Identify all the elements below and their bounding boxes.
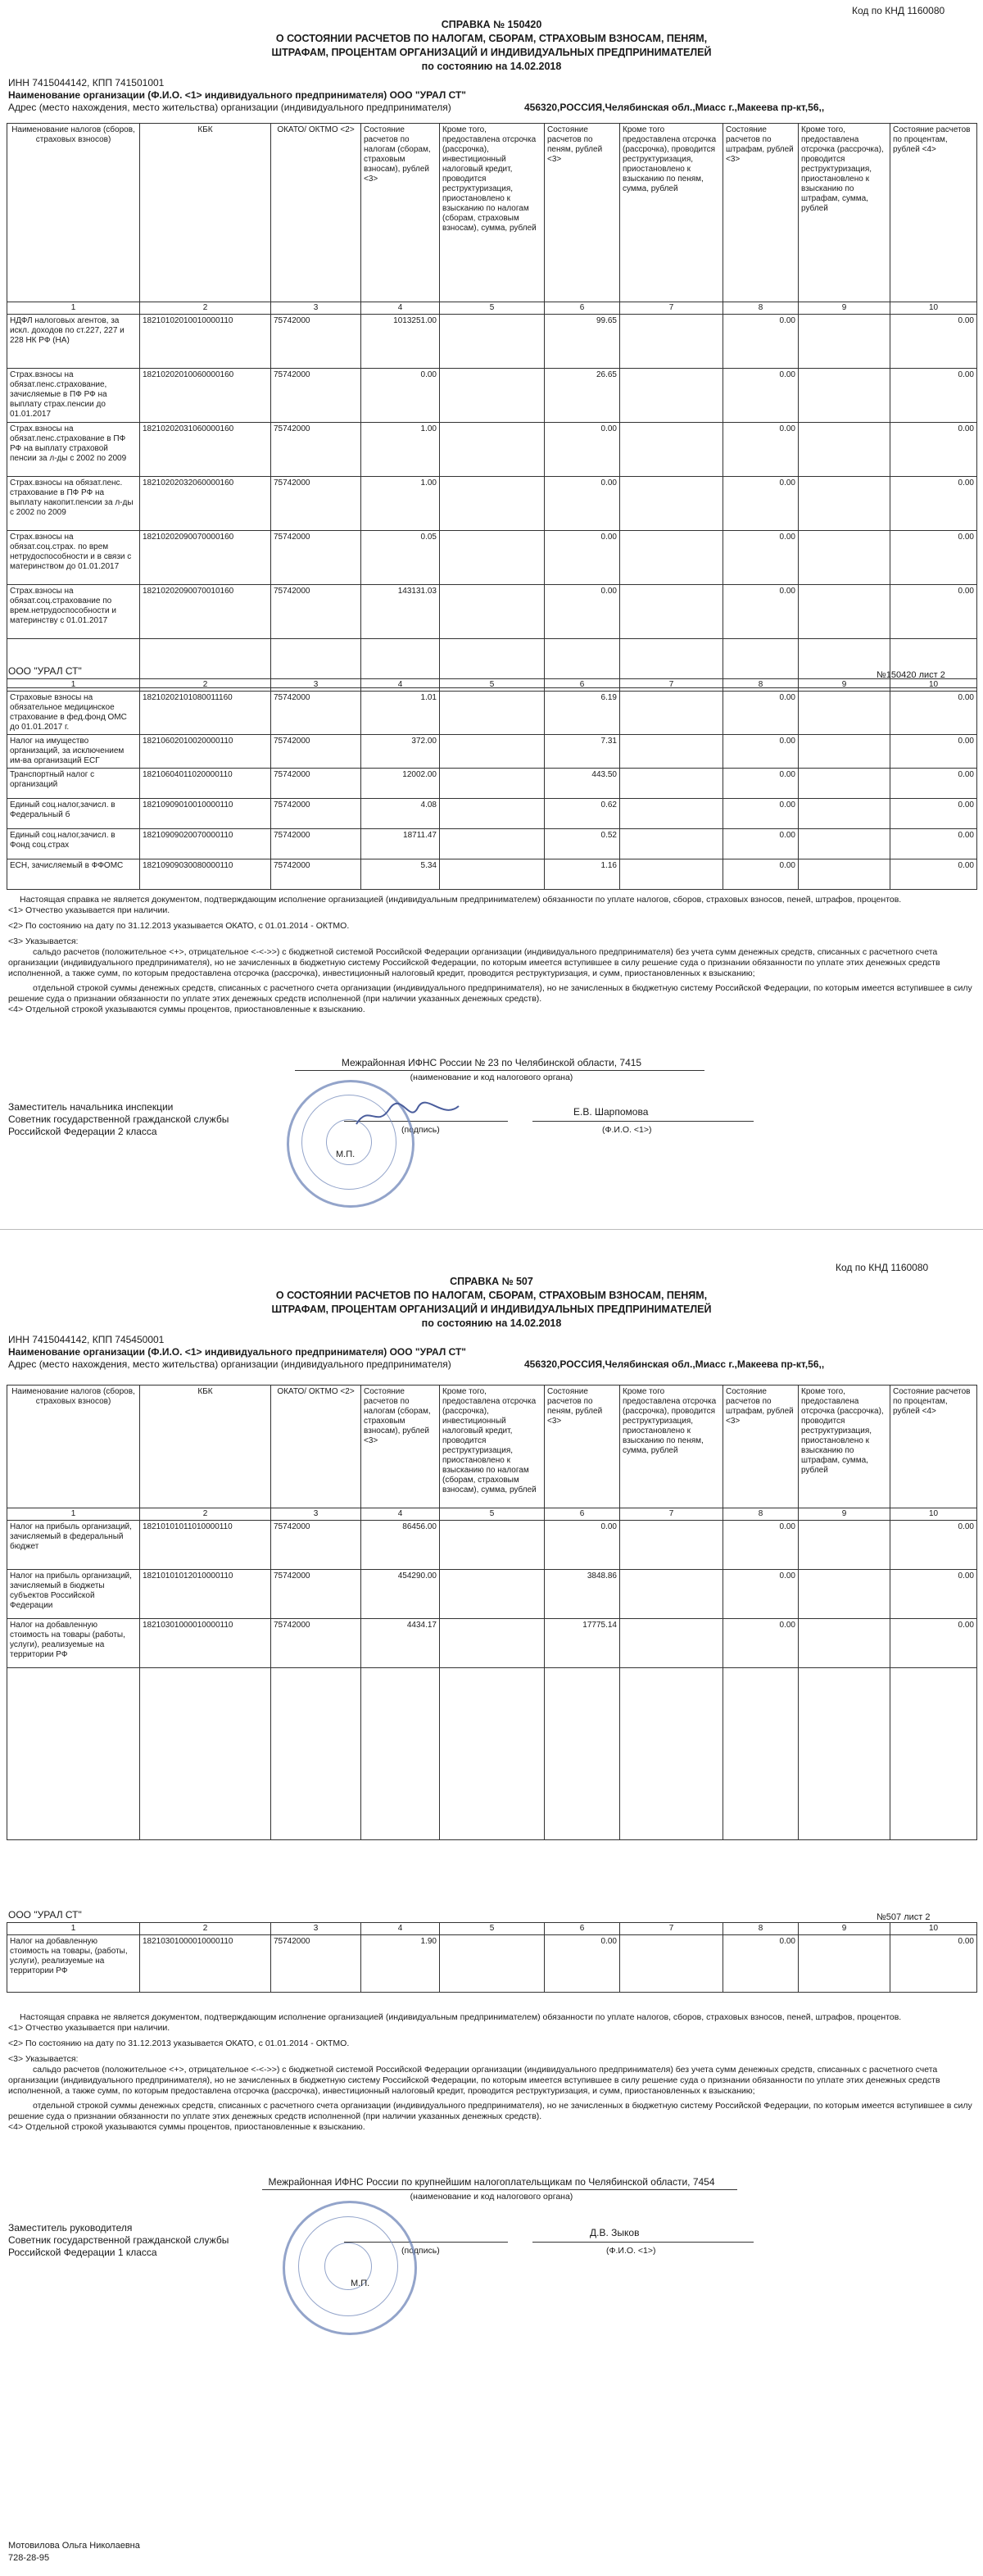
doc1-title: СПРАВКА № 150420 О СОСТОЯНИИ РАСЧЕТОВ ПО НАЛОГАМ, СБОРАМ, СТРАХОВЫМ ВЗНОСАМ, ПЕНЯМ, ШТРАФАМ, ПРОЦЕНТАМ ОРГАНИЗАЦИЙ И ИНДИВИДУАЛЬНЫХ ПРЕДПРИНИМАТЕЛЕЙ по состоянию на 14.02.2018 — [271, 19, 712, 72]
kbk-cell: 18210202032060000160 — [140, 477, 271, 531]
okato-cell: 75742000 — [271, 1521, 361, 1570]
col-header-okato: ОКАТО/ ОКТМО <2> — [271, 1386, 361, 1508]
tax-balance-cell: 1.01 — [361, 692, 440, 735]
penalty-balance-cell: 0.00 — [545, 1521, 620, 1570]
table-row — [7, 769, 977, 799]
table-body — [7, 1521, 977, 1668]
tax-name-cell: Налог на прибыль организаций, зачисляемый в бюджеты субъектов Российской Федерации — [7, 1570, 140, 1619]
penalty-balance-cell: 1.16 — [545, 859, 620, 890]
table-row — [7, 423, 977, 477]
penalty-deferred-cell — [620, 769, 723, 799]
inspection-name: Межрайонная ИФНС России № 23 по Челябинской области, 7415 — [341, 1057, 642, 1068]
interest-balance-cell: 0.00 — [890, 1521, 977, 1570]
settlements-table-2 — [7, 1385, 977, 1840]
tax-name-cell: Страх.взносы на обязат.соц.страхование по врем.нетрудоспособности и материнству с 01.01.2017 — [7, 585, 140, 639]
kbk-cell: 18210102010010000110 — [140, 315, 271, 369]
col-header-interest: Состояние расчетов по процентам, рублей <4> — [890, 124, 977, 302]
penalty-deferred-cell — [620, 829, 723, 859]
penalty-deferred-cell — [620, 369, 723, 423]
sheet2-number: №150420 лист 2 — [877, 670, 945, 680]
sign-caption-2: (подпись) — [401, 2246, 440, 2256]
table-row — [7, 477, 977, 531]
col-header-tax: Состояние расчетов по налогам (сборам, страховым взносам), рублей <3> — [361, 124, 440, 302]
fine-deferred-cell — [799, 1619, 890, 1668]
tax-deferred-cell — [440, 423, 545, 477]
okato-cell: 75742000 — [271, 1570, 361, 1619]
penalty-deferred-cell — [620, 1521, 723, 1570]
penalty-balance-cell: 443.50 — [545, 769, 620, 799]
table-body — [7, 1935, 977, 1993]
col-header-interest: Состояние расчетов по процентам, рублей <4> — [890, 1386, 977, 1508]
penalty-deferred-cell — [620, 859, 723, 890]
fine-deferred-cell — [799, 423, 890, 477]
tax-balance-cell: 4.08 — [361, 799, 440, 829]
col-header-penalty-deferred: Кроме того предоставлена отсрочка (рассрочка), проводится реструктуризация, приостановлено к взысканию по пеням, сумма, рублей — [620, 1386, 723, 1508]
tax-deferred-cell — [440, 315, 545, 369]
okato-cell: 75742000 — [271, 829, 361, 859]
okato-cell: 75742000 — [271, 315, 361, 369]
table-row — [7, 1521, 977, 1570]
tax-deferred-cell — [440, 477, 545, 531]
kbk-cell: 18210604011020000110 — [140, 769, 271, 799]
fine-balance-cell: 0.00 — [723, 769, 799, 799]
kbk-cell: 18210602010020000110 — [140, 735, 271, 769]
address-label-2: Адрес (место нахождения, место жительства) организации (индивидуального предпринимателя) — [8, 1358, 451, 1370]
penalty-balance-cell: 0.00 — [545, 1935, 620, 1993]
tax-deferred-cell — [440, 1935, 545, 1993]
tax-balance-cell: 86456.00 — [361, 1521, 440, 1570]
penalty-balance-cell: 0.00 — [545, 585, 620, 639]
settlements-table — [7, 123, 977, 688]
interest-balance-cell: 0.00 — [890, 477, 977, 531]
tax-balance-cell: 372.00 — [361, 735, 440, 769]
spacer-row — [7, 1668, 977, 1840]
fine-deferred-cell — [799, 315, 890, 369]
doc2-title: СПРАВКА № 507 О СОСТОЯНИИ РАСЧЕТОВ ПО НАЛОГАМ, СБОРАМ, СТРАХОВЫМ ВЗНОСАМ, ПЕНЯМ, ШТРАФАМ, ПРОЦЕНТАМ ОРГАНИЗАЦИЙ И ИНДИВИДУАЛЬНЫХ ПРЕДПРИНИМАТЕЛЕЙ по состоянию на 14.02.2018 — [271, 1276, 712, 1329]
tax-name-cell: Страх.взносы на обязат.пенс. страхование в ПФ РФ на выплату накопит.пенсии за л-ды с 2002 по 2009 — [7, 477, 140, 531]
interest-balance-cell: 0.00 — [890, 1570, 977, 1619]
table-body — [7, 692, 977, 890]
table-row — [7, 829, 977, 859]
interest-balance-cell: 0.00 — [890, 799, 977, 829]
knd-code-2: Код по КНД 1160080 — [836, 1262, 929, 1273]
fine-balance-cell: 0.00 — [723, 1935, 799, 1993]
tax-deferred-cell — [440, 799, 545, 829]
fine-deferred-cell — [799, 829, 890, 859]
col-header-tax-deferred: Кроме того, предоставлена отсрочка (рассрочка), инвестиционный налоговый кредит, проводится реструктуризация, приостановлено к взысканию по налогам (сборам, страховым взносам), сумма, рублей — [440, 1386, 545, 1508]
tax-deferred-cell — [440, 369, 545, 423]
kbk-cell: 18210202101080011160 — [140, 692, 271, 735]
column-numbers-row: 1 2 3 4 5 6 7 8 9 10 — [7, 1923, 977, 1935]
tax-name-cell: Единый соц.налог,зачисл. в Фонд соц.страх — [7, 829, 140, 859]
tax-name-cell: Налог на добавленную стоимость на товары, (работы, услуги), реализуемые на территории РФ — [7, 1935, 140, 1993]
sheet2-org: ООО "УРАЛ СТ" — [8, 665, 82, 677]
table-row — [7, 585, 977, 639]
fine-balance-cell: 0.00 — [723, 315, 799, 369]
tax-balance-cell: 454290.00 — [361, 1570, 440, 1619]
tax-balance-cell: 0.05 — [361, 531, 440, 585]
table-row — [7, 859, 977, 890]
fine-balance-cell: 0.00 — [723, 1570, 799, 1619]
tax-name-cell: ЕСН, зачисляемый в ФФОМС — [7, 859, 140, 890]
kbk-cell: 18210202090070010160 — [140, 585, 271, 639]
penalty-balance-cell: 7.31 — [545, 735, 620, 769]
col-header-tax-deferred: Кроме того, предоставлена отсрочка (рассрочка), инвестиционный налоговый кредит, проводится реструктуризация, приостановлено к взысканию по налогам (сборам, страховым взносам), сумма, рублей — [440, 124, 545, 302]
kbk-cell: 18210301000010000110 — [140, 1935, 271, 1993]
address-value: 456320,РОССИЯ,Челябинская обл.,Миасс г.,Макеева пр-кт,56,, — [524, 102, 825, 113]
tax-name-cell: Налог на имущество организаций, за исключением им-ва организаций ЕСГ — [7, 735, 140, 769]
fine-balance-cell: 0.00 — [723, 369, 799, 423]
penalty-balance-cell: 0.00 — [545, 423, 620, 477]
settlements-table-sheet2 — [7, 678, 977, 890]
col-header-tax: Состояние расчетов по налогам (сборам, страховым взносам), рублей <3> — [361, 1386, 440, 1508]
fine-balance-cell: 0.00 — [723, 585, 799, 639]
tax-deferred-cell — [440, 829, 545, 859]
penalty-deferred-cell — [620, 1570, 723, 1619]
penalty-deferred-cell — [620, 1619, 723, 1668]
fine-deferred-cell — [799, 735, 890, 769]
fine-balance-cell: 0.00 — [723, 1521, 799, 1570]
tax-balance-cell: 143131.03 — [361, 585, 440, 639]
penalty-deferred-cell — [620, 423, 723, 477]
fine-balance-cell: 0.00 — [723, 799, 799, 829]
inn-line: ИНН 7415044142, КПП 741501001 — [8, 77, 165, 88]
fine-deferred-cell — [799, 531, 890, 585]
okato-cell: 75742000 — [271, 531, 361, 585]
inspection-caption: (наименование и код налогового органа) — [410, 1073, 573, 1082]
table-row — [7, 1619, 977, 1668]
penalty-balance-cell: 99.65 — [545, 315, 620, 369]
table-row — [7, 799, 977, 829]
okato-cell: 75742000 — [271, 799, 361, 829]
fine-deferred-cell — [799, 585, 890, 639]
okato-cell: 75742000 — [271, 423, 361, 477]
penalty-balance-cell: 26.65 — [545, 369, 620, 423]
penalty-deferred-cell — [620, 585, 723, 639]
penalty-deferred-cell — [620, 477, 723, 531]
okato-cell: 75742000 — [271, 859, 361, 890]
col-header-kbk: КБК — [140, 1386, 271, 1508]
fine-deferred-cell — [799, 369, 890, 423]
col-header-name: Наименование налогов (сборов, страховых взносов) — [7, 1386, 140, 1508]
fine-deferred-cell — [799, 799, 890, 829]
kbk-cell: 18210301000010000110 — [140, 1619, 271, 1668]
penalty-balance-cell: 17775.14 — [545, 1619, 620, 1668]
tax-name-cell: Транспортный налог с организаций — [7, 769, 140, 799]
doc2-notes: Настоящая справка не является документом, подтверждающим исполнение организацией (индивидуальным предпринимателем) обязанности по уплате налогов, сборов, страховых взносов, пеней, штрафов, процентов. <1> Отчество указывается при наличии. <2> По состоянию на дату по 31.12.2013 указывается ОКАТО, с 01.01.2014 - ОКТМО. <3> Указывается: сальдо расчетов (положительное <+>, отрицательное <-<->>) с бюджетной системой Российской Федерации организации (индивидуального предпринимателя) без учета сумм денежных средств, списанных с расчетного счета организации (индивидуального предпринимателя), но не зачисленных в бюджетную систему Российской Федерации, по которым имеется вступившее в силу решение суда о признании обязанности по уплате этих денежных средств исполненной, а также сумм, по которым предоставлена отсрочка (рассрочка), инвестиционный налоговый кредит, проводится реструктуризация, и сумм, приостановленных к взысканию; отдельной строкой суммы денежных средств, списанных с расчетного счета организации (индивидуального предпринимателя), но не зачисленных в бюджетную систему Российской Федерации, по которым имеется вступившее в силу решение суда о признании обязанности по уплате этих денежных средств исполненной (при наличии указанных денежных средств). <4> Отдельной строкой указываются суммы процентов, приостановленные к взысканию. — [8, 2012, 972, 2132]
inn-line-2: ИНН 7415044142, КПП 745450001 — [8, 1334, 165, 1345]
col-header-penalty: Состояние расчетов по пеням, рублей <3> — [545, 1386, 620, 1508]
penalty-deferred-cell — [620, 735, 723, 769]
tax-deferred-cell — [440, 585, 545, 639]
interest-balance-cell: 0.00 — [890, 369, 977, 423]
tax-balance-cell: 1.00 — [361, 477, 440, 531]
tax-balance-cell: 1013251.00 — [361, 315, 440, 369]
fine-balance-cell: 0.00 — [723, 735, 799, 769]
table-row — [7, 1570, 977, 1619]
address-label: Адрес (место нахождения, место жительства) организации (индивидуального предпринимателя) — [8, 102, 451, 113]
fine-balance-cell: 0.00 — [723, 829, 799, 859]
kbk-cell: 18210202031060000160 — [140, 423, 271, 477]
executor-name: Мотовилова Ольга Николаевна — [8, 2541, 140, 2551]
org-name-line-2: Наименование организации (Ф.И.О. <1> индивидуального предпринимателя) ООО "УРАЛ СТ" — [8, 1346, 466, 1358]
table-row — [7, 369, 977, 423]
interest-balance-cell: 0.00 — [890, 1619, 977, 1668]
tax-name-cell: Страх.взносы на обязат.соц.страх. по врем нетрудоспособности и в связи с материнством до 01.01.2017 — [7, 531, 140, 585]
col-header-penalty-deferred: Кроме того предоставлена отсрочка (рассрочка), проводится реструктуризация, приостановлено к взысканию по пеням, сумма, рублей — [620, 124, 723, 302]
knd-code: Код по КНД 1160080 — [852, 5, 945, 16]
col-header-fine: Состояние расчетов по штрафам, рублей <3> — [723, 1386, 799, 1508]
fine-balance-cell: 0.00 — [723, 1619, 799, 1668]
col-header-kbk: КБК — [140, 124, 271, 302]
penalty-balance-cell: 3848.86 — [545, 1570, 620, 1619]
okato-cell: 75742000 — [271, 769, 361, 799]
tax-name-cell: Страх.взносы на обязат.пенс.страхование в ПФ РФ на выплату страховой пенсии за л-ды с 2002 по 2009 — [7, 423, 140, 477]
col-header-fine: Состояние расчетов по штрафам, рублей <3> — [723, 124, 799, 302]
kbk-cell: 18210909020070000110 — [140, 829, 271, 859]
tax-deferred-cell — [440, 735, 545, 769]
interest-balance-cell: 0.00 — [890, 315, 977, 369]
sheet2-number-2: №507 лист 2 — [877, 1912, 931, 1922]
fine-deferred-cell — [799, 1570, 890, 1619]
kbk-cell: 18210202090070000160 — [140, 531, 271, 585]
table-row — [7, 315, 977, 369]
fine-deferred-cell — [799, 477, 890, 531]
kbk-cell: 18210909010010000110 — [140, 799, 271, 829]
penalty-balance-cell: 0.62 — [545, 799, 620, 829]
col-header-fine-deferred: Кроме того, предоставлена отсрочка (рассрочка), проводится реструктуризация, приостановлено к взысканию по штрафам, сумма, рублей — [799, 124, 890, 302]
fine-deferred-cell — [799, 769, 890, 799]
sign-caption: (подпись) — [401, 1125, 440, 1135]
penalty-balance-cell: 6.19 — [545, 692, 620, 735]
interest-balance-cell: 0.00 — [890, 859, 977, 890]
address-value-2: 456320,РОССИЯ,Челябинская обл.,Миасс г.,Макеева пр-кт,56,, — [524, 1358, 825, 1370]
interest-balance-cell: 0.00 — [890, 531, 977, 585]
signer-name-2: Д.В. Зыков — [590, 2227, 640, 2238]
inspection-name-2: Межрайонная ИФНС России по крупнейшим налогоплательщикам по Челябинской области, 7454 — [268, 2176, 715, 2188]
okato-cell: 75742000 — [271, 585, 361, 639]
column-numbers-row: 1 2 3 4 5 6 7 8 9 10 — [7, 302, 977, 315]
signature-icon — [352, 1100, 467, 1132]
table-row — [7, 692, 977, 735]
tax-name-cell: Страховые взносы на обязательное медицинское страхование в фед.фонд ОМС до 01.01.2017 г. — [7, 692, 140, 735]
penalty-deferred-cell — [620, 531, 723, 585]
fine-deferred-cell — [799, 1521, 890, 1570]
tax-deferred-cell — [440, 1619, 545, 1668]
interest-balance-cell: 0.00 — [890, 769, 977, 799]
okato-cell: 75742000 — [271, 1619, 361, 1668]
kbk-cell: 18210202010060000160 — [140, 369, 271, 423]
fine-balance-cell: 0.00 — [723, 423, 799, 477]
tax-name-cell: Страх.взносы на обязат.пенс.страхование, зачисляемые в ПФ РФ на выплату страх.пенсии до 01.01.2017 — [7, 369, 140, 423]
tax-balance-cell: 0.00 — [361, 369, 440, 423]
fine-balance-cell: 0.00 — [723, 477, 799, 531]
col-header-fine-deferred: Кроме того, предоставлена отсрочка (рассрочка), проводится реструктуризация, приостановлено к взысканию по штрафам, сумма, рублей — [799, 1386, 890, 1508]
table-row — [7, 1935, 977, 1993]
doc1-notes: Настоящая справка не является документом, подтверждающим исполнение организацией (индивидуальным предпринимателем) обязанности по уплате налогов, сборов, страховых взносов, пеней, штрафов, процентов. <1> Отчество указывается при наличии. <2> По состоянию на дату по 31.12.2013 указывается ОКАТО, с 01.01.2014 - ОКТМО. <3> Указывается: сальдо расчетов (положительное <+>, отрицательное <-<->>) с бюджетной системой Российской Федерации организации (индивидуального предпринимателя) без учета сумм денежных средств, списанных с расчетного счета организации (индивидуального предпринимателя), но не зачисленных в бюджетную систему Российской Федерации, по которым имеется вступившее в силу решение суда о признании обязанности по уплате этих денежных средств исполненной, а также сумм, по которым предоставлена отсрочка (рассрочка), инвестиционный налоговый кредит, проводится реструктуризация, и сумм, приостановленных к взысканию; отдельной строкой суммы денежных средств, списанных с расчетного счета организации (индивидуального предпринимателя), но не зачисленных в бюджетную систему Российской Федерации, по которым имеется вступившее в силу решение суда о признании обязанности по уплате этих денежных средств исполненной (при наличии указанных денежных средств). <4> Отдельной строкой указываются суммы процентов, приостановленные к взысканию. — [8, 895, 972, 1014]
signer-name: Е.В. Шарпомова — [573, 1106, 649, 1118]
fine-balance-cell: 0.00 — [723, 531, 799, 585]
tax-balance-cell: 1.00 — [361, 423, 440, 477]
fine-deferred-cell — [799, 859, 890, 890]
tax-deferred-cell — [440, 692, 545, 735]
col-header-penalty: Состояние расчетов по пеням, рублей <3> — [545, 124, 620, 302]
tax-deferred-cell — [440, 531, 545, 585]
okato-cell: 75742000 — [271, 735, 361, 769]
tax-deferred-cell — [440, 1521, 545, 1570]
okato-cell: 75742000 — [271, 692, 361, 735]
kbk-cell: 18210909030080000110 — [140, 859, 271, 890]
penalty-deferred-cell — [620, 692, 723, 735]
penalty-balance-cell: 0.00 — [545, 477, 620, 531]
interest-balance-cell: 0.00 — [890, 735, 977, 769]
fine-balance-cell: 0.00 — [723, 859, 799, 890]
interest-balance-cell: 0.00 — [890, 829, 977, 859]
table-body — [7, 315, 977, 639]
settlements-table-2-sheet2 — [7, 1922, 977, 1993]
signer-title: Заместитель начальника инспекции Советник государственной гражданской службы Российской Федерации 2 класса — [8, 1101, 229, 1137]
tax-name-cell: Налог на прибыль организаций, зачисляемый в федеральный бюджет — [7, 1521, 140, 1570]
interest-balance-cell: 0.00 — [890, 1935, 977, 1993]
penalty-deferred-cell — [620, 315, 723, 369]
inspection-caption-2: (наименование и код налогового органа) — [410, 2192, 573, 2202]
column-numbers-row: 1 2 3 4 5 6 7 8 9 10 — [7, 1508, 977, 1521]
kbk-cell: 18210101012010000110 — [140, 1570, 271, 1619]
tax-balance-cell: 12002.00 — [361, 769, 440, 799]
tax-deferred-cell — [440, 769, 545, 799]
penalty-balance-cell: 0.00 — [545, 531, 620, 585]
table-row — [7, 531, 977, 585]
tax-deferred-cell — [440, 859, 545, 890]
tax-name-cell: Налог на добавленную стоимость на товары (работы, услуги), реализуемые на территории РФ — [7, 1619, 140, 1668]
interest-balance-cell: 0.00 — [890, 692, 977, 735]
fio-caption: (Ф.И.О. <1>) — [602, 1125, 652, 1135]
penalty-balance-cell: 0.52 — [545, 829, 620, 859]
column-numbers-row: 1 2 3 4 5 6 7 8 9 10 — [7, 679, 977, 692]
tax-name-cell: НДФЛ налоговых агентов, за искл. доходов по ст.227, 227 и 228 НК РФ (НА) — [7, 315, 140, 369]
org-name-line: Наименование организации (Ф.И.О. <1> индивидуального предпринимателя) ООО "УРАЛ СТ" — [8, 89, 466, 101]
interest-balance-cell: 0.00 — [890, 423, 977, 477]
tax-balance-cell: 1.90 — [361, 1935, 440, 1993]
tax-deferred-cell — [440, 1570, 545, 1619]
table-row — [7, 735, 977, 769]
col-header-name: Наименование налогов (сборов, страховых взносов) — [7, 124, 140, 302]
okato-cell: 75742000 — [271, 1935, 361, 1993]
mp-label: М.П. — [336, 1150, 356, 1159]
signer-title-2: Заместитель руководителя Советник государственной гражданской службы Российской Федерации 1 класса — [8, 2222, 229, 2258]
tax-balance-cell: 18711.47 — [361, 829, 440, 859]
sheet2-org-2: ООО "УРАЛ СТ" — [8, 1909, 82, 1921]
okato-cell: 75742000 — [271, 477, 361, 531]
okato-cell: 75742000 — [271, 369, 361, 423]
tax-balance-cell: 4434.17 — [361, 1619, 440, 1668]
fio-caption-2: (Ф.И.О. <1>) — [606, 2246, 656, 2256]
executor-phone: 728-28-95 — [8, 2553, 50, 2563]
mp-label-2: М.П. — [351, 2279, 370, 2288]
tax-name-cell: Единый соц.налог,зачисл. в Федеральный б — [7, 799, 140, 829]
col-header-okato: ОКАТО/ ОКТМО <2> — [271, 124, 361, 302]
fine-deferred-cell — [799, 1935, 890, 1993]
fine-deferred-cell — [799, 692, 890, 735]
interest-balance-cell: 0.00 — [890, 585, 977, 639]
tax-balance-cell: 5.34 — [361, 859, 440, 890]
kbk-cell: 18210101011010000110 — [140, 1521, 271, 1570]
fine-balance-cell: 0.00 — [723, 692, 799, 735]
penalty-deferred-cell — [620, 799, 723, 829]
penalty-deferred-cell — [620, 1935, 723, 1993]
